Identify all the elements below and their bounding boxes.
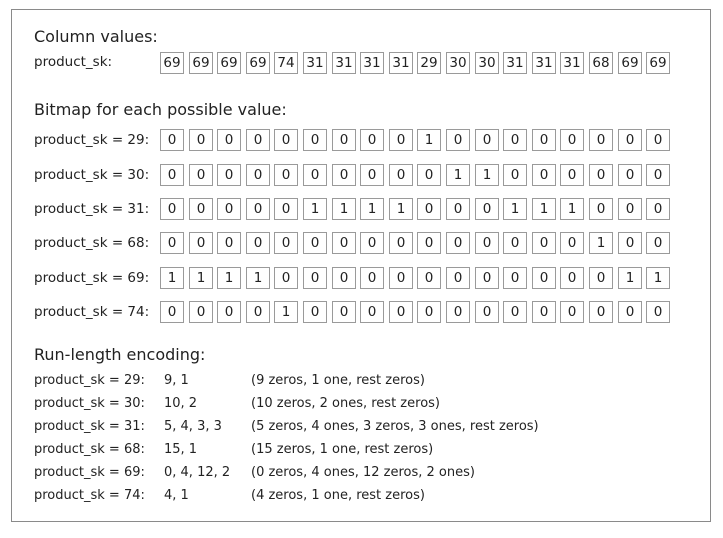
value-cell: 0 (160, 232, 184, 254)
value-cell: 0 (303, 301, 327, 323)
value-cell: 0 (332, 164, 356, 186)
value-cell: 0 (189, 129, 213, 151)
rle-row-description: (9 zeros, 1 one, rest zeros) (251, 373, 425, 388)
value-cell: 0 (446, 198, 470, 220)
value-cell: 0 (274, 232, 298, 254)
value-cell: 0 (389, 129, 413, 151)
value-cell: 0 (503, 164, 527, 186)
value-cell: 69 (160, 52, 184, 74)
value-cell: 30 (446, 52, 470, 74)
value-cell: 69 (618, 52, 642, 74)
value-cell: 0 (389, 267, 413, 289)
value-cell: 0 (332, 232, 356, 254)
value-cell: 30 (475, 52, 499, 74)
value-cell: 0 (332, 267, 356, 289)
value-cell: 0 (646, 164, 670, 186)
bitmap-row-label: product_sk = 29: (34, 132, 150, 148)
value-cell: 0 (589, 129, 613, 151)
value-cell: 0 (217, 164, 241, 186)
rle-row-description: (5 zeros, 4 ones, 3 zeros, 3 ones, rest zeros) (251, 419, 539, 434)
value-cell: 0 (646, 198, 670, 220)
rle-row-label: product_sk = 69: (34, 465, 145, 480)
value-cell: 0 (360, 301, 384, 323)
value-cell: 0 (446, 267, 470, 289)
value-cell: 0 (532, 267, 556, 289)
value-cell: 0 (417, 301, 441, 323)
value-cell: 1 (217, 267, 241, 289)
value-cell: 1 (189, 267, 213, 289)
rle-row-label: product_sk = 30: (34, 396, 145, 411)
value-cell: 1 (303, 198, 327, 220)
value-cell: 1 (446, 164, 470, 186)
value-cell: 0 (589, 267, 613, 289)
value-cell: 29 (417, 52, 441, 74)
value-cell: 0 (503, 301, 527, 323)
value-cell: 1 (417, 129, 441, 151)
value-cell: 1 (532, 198, 556, 220)
value-cell: 0 (274, 267, 298, 289)
value-cell: 0 (189, 164, 213, 186)
value-cell: 0 (618, 129, 642, 151)
value-cell: 0 (303, 232, 327, 254)
bitmap-row-label: product_sk = 31: (34, 201, 150, 217)
value-cell: 0 (303, 129, 327, 151)
value-cell: 1 (503, 198, 527, 220)
value-cell: 0 (160, 301, 184, 323)
value-cell: 0 (446, 129, 470, 151)
value-cell: 0 (560, 267, 584, 289)
value-cell: 1 (618, 267, 642, 289)
value-cell: 1 (274, 301, 298, 323)
value-cell: 0 (360, 232, 384, 254)
value-cell: 0 (160, 129, 184, 151)
rle-row-description: (10 zeros, 2 ones, rest zeros) (251, 396, 440, 411)
value-cell: 0 (618, 301, 642, 323)
value-cell: 0 (503, 267, 527, 289)
value-cell: 1 (246, 267, 270, 289)
value-cell: 0 (160, 198, 184, 220)
value-cell: 0 (646, 301, 670, 323)
value-cell: 0 (618, 164, 642, 186)
value-cell: 0 (417, 198, 441, 220)
value-cell: 0 (446, 301, 470, 323)
bitmap-row-label: product_sk = 74: (34, 304, 150, 320)
rle-heading: Run-length encoding: (34, 345, 206, 364)
value-cell: 69 (189, 52, 213, 74)
value-cell: 31 (389, 52, 413, 74)
value-cell: 0 (246, 232, 270, 254)
value-cell: 0 (532, 232, 556, 254)
column-values-heading: Column values: (34, 27, 158, 46)
value-cell: 0 (303, 267, 327, 289)
value-cell: 1 (389, 198, 413, 220)
value-cell: 0 (303, 164, 327, 186)
value-cell: 0 (589, 164, 613, 186)
rle-row-label: product_sk = 31: (34, 419, 145, 434)
value-cell: 0 (589, 198, 613, 220)
value-cell: 1 (589, 232, 613, 254)
bitmap-row-label: product_sk = 68: (34, 235, 150, 251)
rle-row-label: product_sk = 29: (34, 373, 145, 388)
rle-row-description: (15 zeros, 1 one, rest zeros) (251, 442, 434, 457)
rle-row-description: (4 zeros, 1 one, rest zeros) (251, 488, 425, 503)
value-cell: 0 (217, 232, 241, 254)
bitmap-row-label: product_sk = 69: (34, 270, 150, 286)
value-cell: 0 (217, 301, 241, 323)
value-cell: 0 (475, 301, 499, 323)
rle-row-label: product_sk = 68: (34, 442, 145, 457)
value-cell: 1 (475, 164, 499, 186)
rle-row-runs: 15, 1 (164, 442, 198, 457)
value-cell: 0 (274, 129, 298, 151)
value-cell: 0 (417, 232, 441, 254)
value-cell: 1 (646, 267, 670, 289)
column-values-label: product_sk: (34, 54, 113, 70)
value-cell: 0 (646, 232, 670, 254)
value-cell: 0 (475, 129, 499, 151)
value-cell: 69 (246, 52, 270, 74)
rle-row-runs: 9, 1 (164, 373, 189, 388)
value-cell: 31 (560, 52, 584, 74)
value-cell: 0 (503, 129, 527, 151)
value-cell: 0 (246, 301, 270, 323)
bitmap-row-label: product_sk = 30: (34, 167, 150, 183)
value-cell: 0 (475, 232, 499, 254)
value-cell: 0 (160, 164, 184, 186)
value-cell: 1 (560, 198, 584, 220)
value-cell: 0 (560, 232, 584, 254)
value-cell: 0 (360, 267, 384, 289)
value-cell: 0 (417, 164, 441, 186)
value-cell: 74 (274, 52, 298, 74)
value-cell: 31 (303, 52, 327, 74)
rle-row-runs: 0, 4, 12, 2 (164, 465, 231, 480)
value-cell: 69 (646, 52, 670, 74)
value-cell: 0 (389, 164, 413, 186)
value-cell: 31 (360, 52, 384, 74)
value-cell: 0 (389, 232, 413, 254)
value-cell: 0 (475, 267, 499, 289)
value-cell: 0 (246, 164, 270, 186)
value-cell: 1 (332, 198, 356, 220)
value-cell: 0 (360, 129, 384, 151)
rle-row-label: product_sk = 74: (34, 488, 145, 503)
value-cell: 0 (217, 129, 241, 151)
value-cell: 0 (274, 164, 298, 186)
value-cell: 0 (560, 129, 584, 151)
rle-row-runs: 10, 2 (164, 396, 198, 411)
rle-row-description: (0 zeros, 4 ones, 12 zeros, 2 ones) (251, 465, 475, 480)
value-cell: 0 (532, 164, 556, 186)
value-cell: 0 (560, 301, 584, 323)
value-cell: 0 (475, 198, 499, 220)
value-cell: 31 (503, 52, 527, 74)
value-cell: 0 (503, 232, 527, 254)
rle-row-runs: 4, 1 (164, 488, 189, 503)
value-cell: 0 (646, 129, 670, 151)
value-cell: 0 (560, 164, 584, 186)
value-cell: 31 (532, 52, 556, 74)
value-cell: 0 (532, 301, 556, 323)
value-cell: 0 (618, 198, 642, 220)
value-cell: 0 (217, 198, 241, 220)
value-cell: 68 (589, 52, 613, 74)
value-cell: 0 (532, 129, 556, 151)
value-cell: 31 (332, 52, 356, 74)
value-cell: 0 (189, 232, 213, 254)
rle-row-runs: 5, 4, 3, 3 (164, 419, 222, 434)
value-cell: 0 (446, 232, 470, 254)
value-cell: 69 (217, 52, 241, 74)
value-cell: 0 (189, 198, 213, 220)
value-cell: 1 (360, 198, 384, 220)
value-cell: 0 (360, 164, 384, 186)
bitmap-heading: Bitmap for each possible value: (34, 100, 287, 119)
value-cell: 0 (189, 301, 213, 323)
value-cell: 0 (332, 301, 356, 323)
value-cell: 0 (389, 301, 413, 323)
value-cell: 0 (274, 198, 298, 220)
value-cell: 1 (160, 267, 184, 289)
value-cell: 0 (618, 232, 642, 254)
value-cell: 0 (332, 129, 356, 151)
value-cell: 0 (246, 198, 270, 220)
value-cell: 0 (246, 129, 270, 151)
value-cell: 0 (417, 267, 441, 289)
value-cell: 0 (589, 301, 613, 323)
